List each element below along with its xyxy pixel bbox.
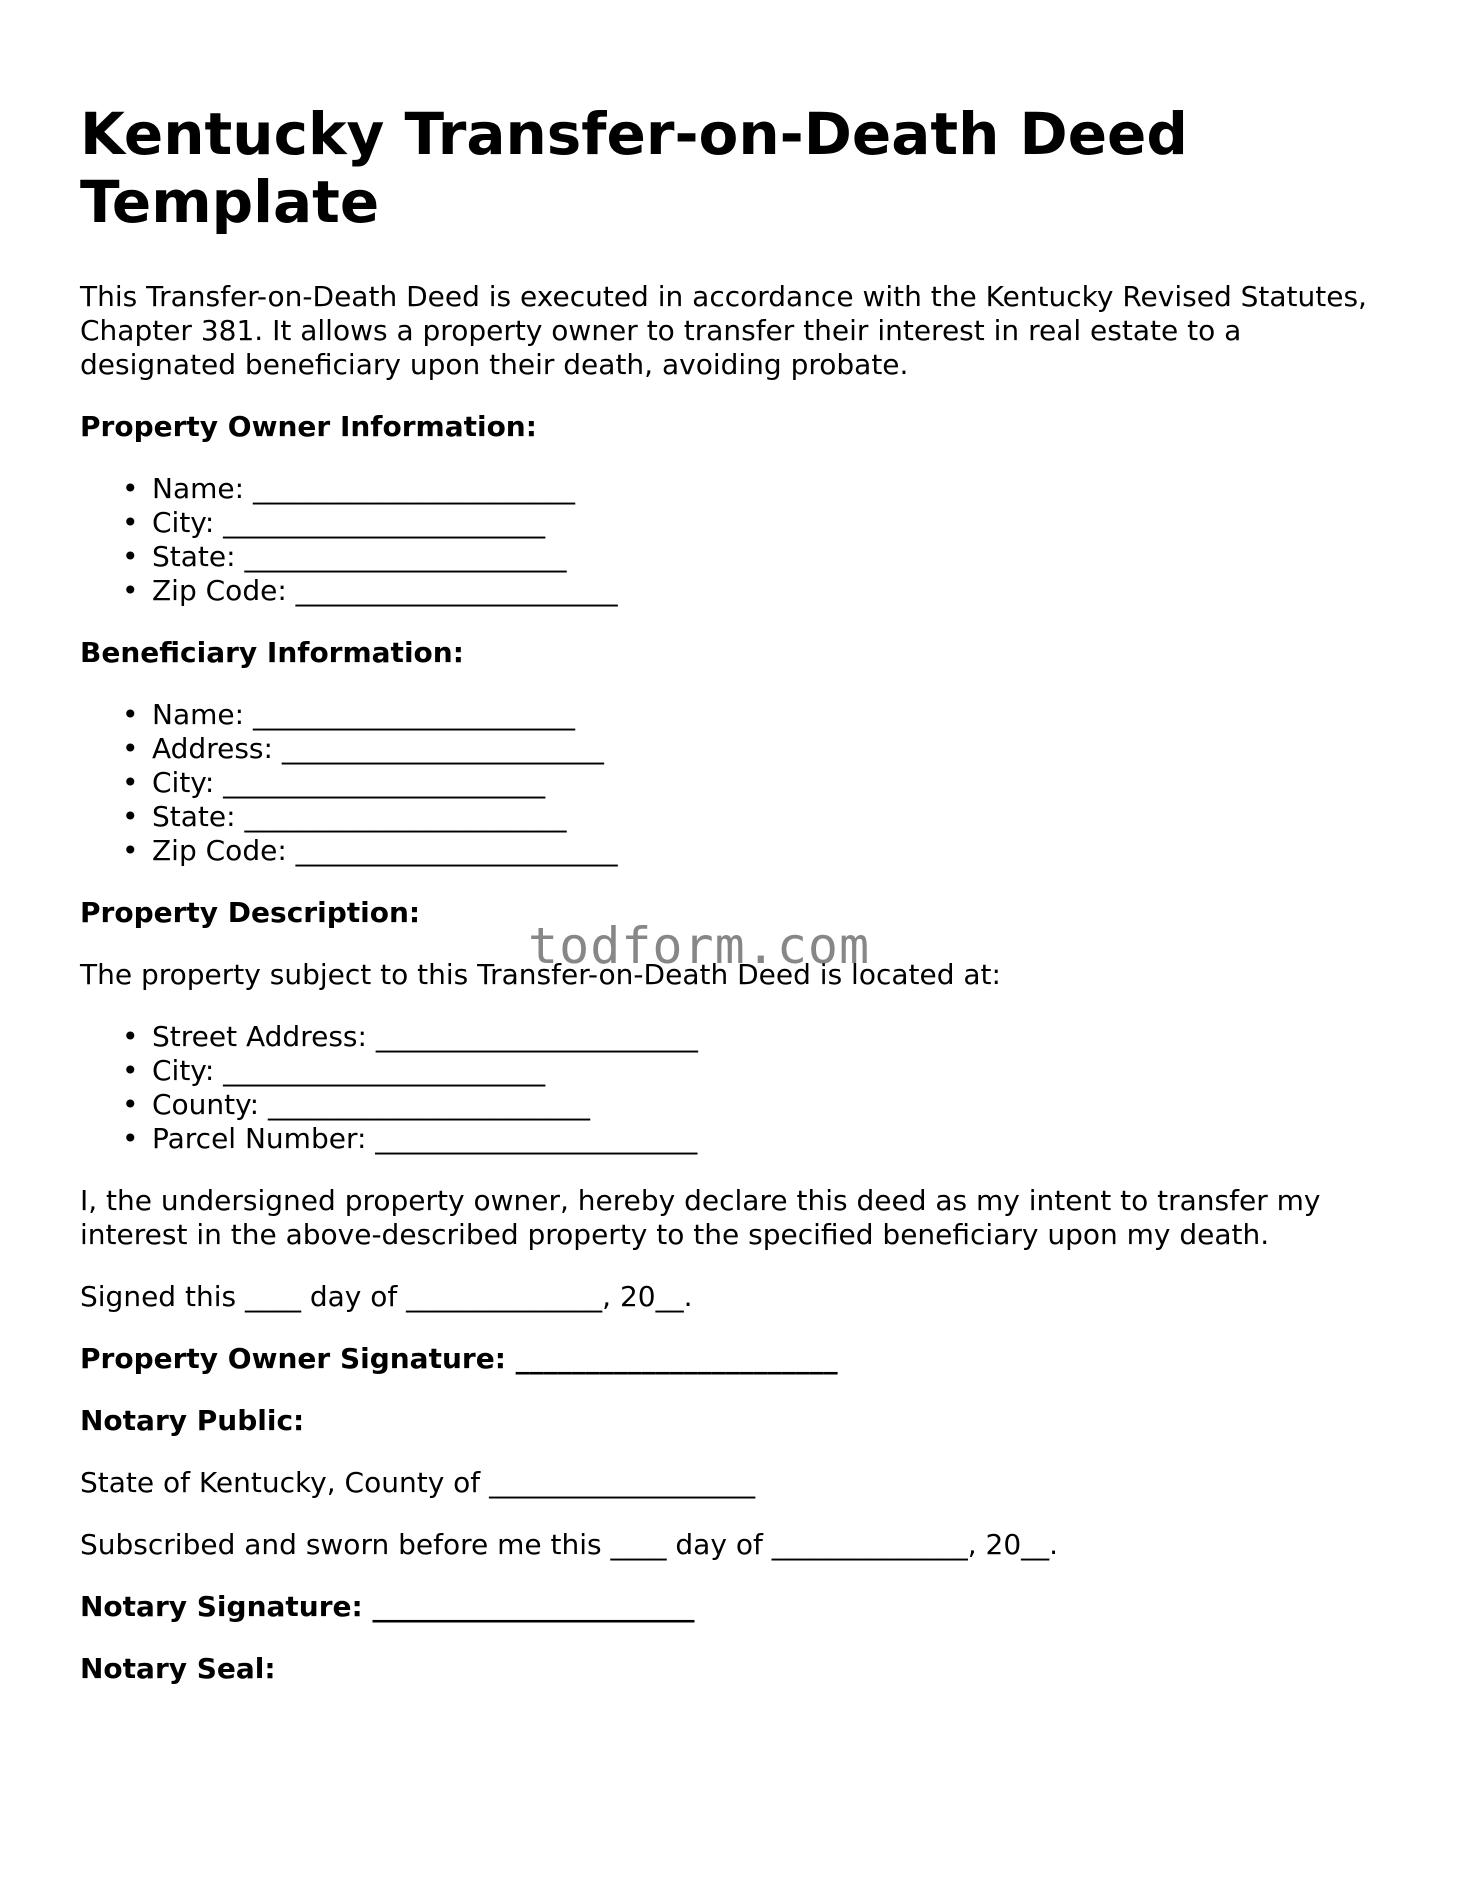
list-item: • City: _______________________ (152, 1054, 1380, 1088)
declaration-paragraph: I, the undersigned property owner, hereby declare this deed as my intent to transfer my interest in the above-described property to the specified beneficiary upon my death. (80, 1184, 1321, 1251)
intro-paragraph: This Transfer-on-Death Deed is executed in accordance with the Kentucky Revised Statutes, Chapter 381. It allows a property owner to transfer their interest in real estate to a designated beneficiary upon their death, avoiding probate. (80, 280, 1367, 381)
notary-sworn-line: Subscribed and sworn before me this ____ day of ______________, 20__. (80, 1528, 1059, 1561)
owner-heading: Property Owner Information: (80, 410, 537, 443)
property-heading: Property Description: (80, 896, 421, 929)
list-item: • Address: _______________________ (152, 732, 1380, 766)
beneficiary-heading: Beneficiary Information: (80, 636, 464, 669)
notary-heading: Notary Public: (80, 1404, 305, 1437)
beneficiary-list (80, 698, 1380, 868)
list-item: • Name: _______________________ (152, 472, 1380, 506)
deed-document (80, 100, 1380, 1714)
list-item: • State: _______________________ (152, 540, 1380, 574)
owner-signature-line: Property Owner Signature: _______________________ (80, 1342, 838, 1375)
list-item: • Parcel Number: _______________________ (152, 1122, 1380, 1156)
list-item: • Zip Code: _______________________ (152, 574, 1380, 608)
property-lead: The property subject to this Transfer-on-Death Deed is located at: (80, 958, 1001, 991)
list-item: • County: _______________________ (152, 1088, 1380, 1122)
watermark-text: todform.com (528, 917, 871, 975)
notary-signature-line: Notary Signature: _______________________ (80, 1590, 695, 1623)
list-item: • State: _______________________ (152, 800, 1380, 834)
owner-list (80, 472, 1380, 608)
notary-county-line: State of Kentucky, County of ___________________ (80, 1466, 756, 1499)
list-item: • City: _______________________ (152, 766, 1380, 800)
notary-seal-label: Notary Seal: (80, 1652, 276, 1685)
signed-date-line: Signed this ____ day of ______________, 20__. (80, 1280, 693, 1313)
property-list (80, 1020, 1380, 1156)
list-item: • Street Address: _______________________ (152, 1020, 1380, 1054)
list-item: • City: _______________________ (152, 506, 1380, 540)
list-item: • Zip Code: _______________________ (152, 834, 1380, 868)
list-item: • Name: _______________________ (152, 698, 1380, 732)
document-title: Kentucky Transfer-on-Death Deed Template (80, 100, 1188, 236)
